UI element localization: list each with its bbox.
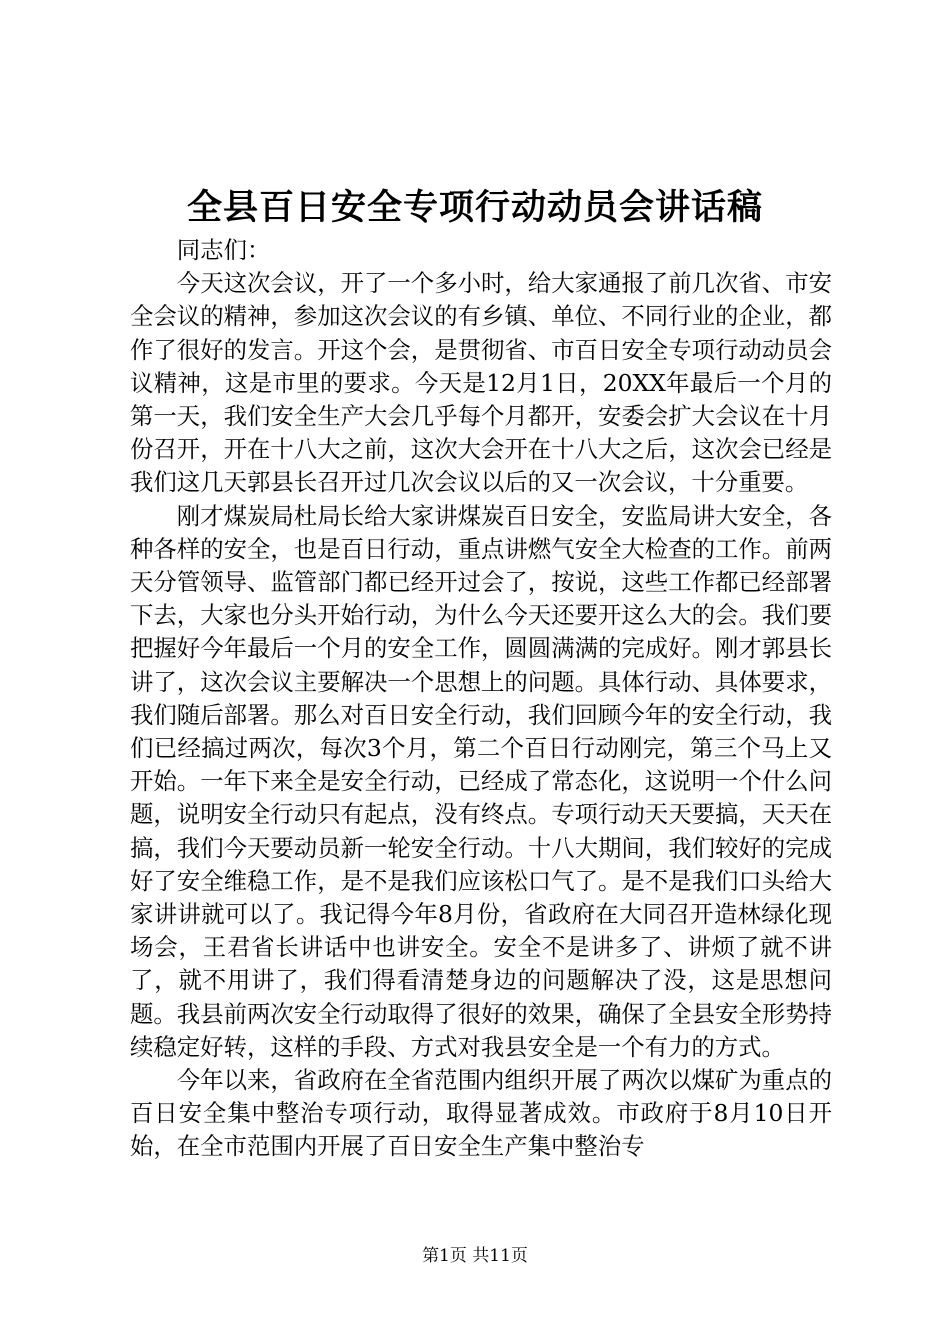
document-title: 全县百日安全专项行动动员会讲话稿 <box>186 187 763 228</box>
document-body <box>130 234 832 1164</box>
paragraph: 今年以来，省政府在全省范围内组织开展了两次以煤矿为重点的百日安全集中整治专项行动，取得显著成效。市政府于8月10日开始，在全市范围内开展了百日安全生产集中整治专 <box>130 1066 832 1161</box>
paragraph: 刚才煤炭局杜局长给大家讲煤炭百日安全，安监局讲大安全，各种各样的安全，也是百日行动，重点讲燃气安全大检查的工作。前两天分管领导、监管部门都已经开过会了，按说，这些工作都已经部署下去，大家也分头开始行动，为什么今天还要开这么大的会。我们要把握好今年最后一个月的安全工作，圆圆满满的完成好。刚才郭县长讲了，这次会议主要解决一个思想上的问题。具体行动、具体要求，我们随后部署。那么对百日安全行动，我们回顾今年的安全行动，我们已经搞过两次，每次3个月，第二个百日行动刚完，第三个马上又开始。一年下来全是安全行动，已经成了常态化，这说明一个什么问题，说明安全行动只有起点，没有终点。专项行动天天要搞，天天在搞，我们今天要动员新一轮安全行动。十八大期间，我们较好的完成好了安全维稳工作，是不是我们应该松口气了。是不是我们口头给大家讲讲就可以了。我记得今年8月份，省政府在大同召开造林绿化现场会，王君省长讲话中也讲安全。安全不是讲多了、讲烦了就不讲了，就不用讲了，我们得看清楚身边的问题解决了没，这是思想问题。我县前两次安全行动取得了很好的效果，确保了全县安全形势持续稳定好转，这样的手段、方式对我县安全是一个有力的方式。 <box>130 501 832 1061</box>
salutation: 同志们： <box>176 236 271 264</box>
paragraph: 今天这次会议，开了一个多小时，给大家通报了前几次省、市安全会议的精神，参加这次会议的有乡镇、单位、不同行业的企业，都作了很好的发言。开这个会，是贯彻省、市百日安全专项行动动员会议精神，这是市里的要求。今天是12月1日，20XX年最后一个月的第一天，我们安全生产大会几乎每个月都开，安委会扩大会议在十月份召开，开在十八大之前，这次大会开在十八大之后，这次会已经是我们这几天郭县长召开过几次会议以后的又一次会议，十分重要。 <box>130 269 832 497</box>
page-number-footer: 第1页 共11页 <box>422 1246 528 1266</box>
